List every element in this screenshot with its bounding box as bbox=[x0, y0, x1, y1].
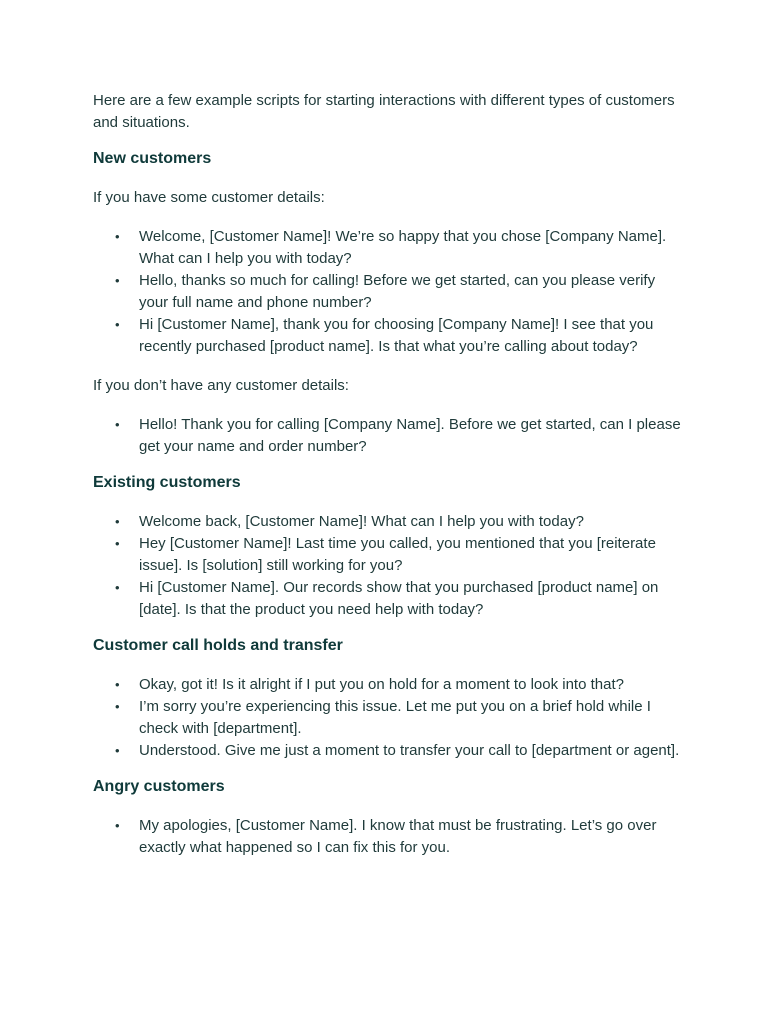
bullet-icon: • bbox=[115, 229, 120, 244]
bullet-icon: • bbox=[115, 273, 120, 288]
bullet-icon: • bbox=[115, 317, 120, 332]
list-item-text: Hey [Customer Name]! Last time you called, you mentioned that you [reiterate issue]. Is [solution] still working for you? bbox=[139, 535, 656, 574]
bullet-icon: • bbox=[115, 536, 120, 551]
list-item bbox=[93, 696, 683, 740]
bullet-icon: • bbox=[115, 677, 120, 692]
list-item bbox=[93, 577, 683, 621]
list-item bbox=[93, 533, 683, 577]
list-new-with-details bbox=[93, 226, 683, 358]
bullet-icon: • bbox=[115, 580, 120, 595]
bullet-icon: • bbox=[115, 417, 120, 432]
bullet-icon: • bbox=[115, 514, 120, 529]
list-item-text: Understood. Give me just a moment to transfer your call to [department or agent]. bbox=[139, 742, 680, 759]
list-item bbox=[93, 414, 683, 458]
list-item-text: Hello, thanks so much for calling! Before we get started, can you please verify your full name and phone number? bbox=[139, 272, 656, 311]
bullet-icon: • bbox=[115, 743, 120, 758]
list-item-text: Okay, got it! Is it alright if I put you on hold for a moment to look into that? bbox=[139, 676, 624, 693]
list-item bbox=[93, 270, 683, 314]
list-item bbox=[93, 674, 683, 696]
document-page bbox=[93, 90, 683, 859]
list-holds bbox=[93, 674, 683, 762]
heading-existing-customers: Existing customers bbox=[93, 474, 241, 491]
list-item-text: Hi [Customer Name], thank you for choosing [Company Name]! I see that you recently purchased [product name]. Is that what you’re calling about today? bbox=[139, 316, 654, 355]
bullet-icon: • bbox=[115, 818, 120, 833]
heading-holds-transfer: Customer call holds and transfer bbox=[93, 637, 343, 654]
intro-paragraph: Here are a few example scripts for starting interactions with different types of customers and situations. bbox=[93, 92, 675, 131]
lead-no-details: If you don’t have any customer details: bbox=[93, 377, 349, 394]
list-item bbox=[93, 815, 683, 859]
list-item bbox=[93, 511, 683, 533]
list-new-without-details bbox=[93, 414, 683, 458]
list-item bbox=[93, 740, 683, 762]
list-item-text: I’m sorry you’re experiencing this issue. Let me put you on a brief hold while I check with [department]. bbox=[139, 698, 651, 737]
list-angry bbox=[93, 815, 683, 859]
list-existing bbox=[93, 511, 683, 621]
list-item-text: My apologies, [Customer Name]. I know that must be frustrating. Let’s go over exactly what happened so I can fix this for you. bbox=[139, 817, 657, 856]
list-item-text: Hi [Customer Name]. Our records show that you purchased [product name] on [date]. Is that the product you need help with today? bbox=[139, 579, 659, 618]
list-item-text: Welcome, [Customer Name]! We’re so happy that you chose [Company Name]. What can I help you with today? bbox=[139, 228, 667, 267]
list-item-text: Welcome back, [Customer Name]! What can I help you with today? bbox=[139, 513, 584, 530]
heading-angry-customers: Angry customers bbox=[93, 778, 225, 795]
heading-new-customers: New customers bbox=[93, 150, 212, 167]
bullet-icon: • bbox=[115, 699, 120, 714]
lead-have-details: If you have some customer details: bbox=[93, 189, 325, 206]
list-item-text: Hello! Thank you for calling [Company Name]. Before we get started, can I please get your name and order number? bbox=[139, 416, 681, 455]
list-item bbox=[93, 314, 683, 358]
list-item bbox=[93, 226, 683, 270]
